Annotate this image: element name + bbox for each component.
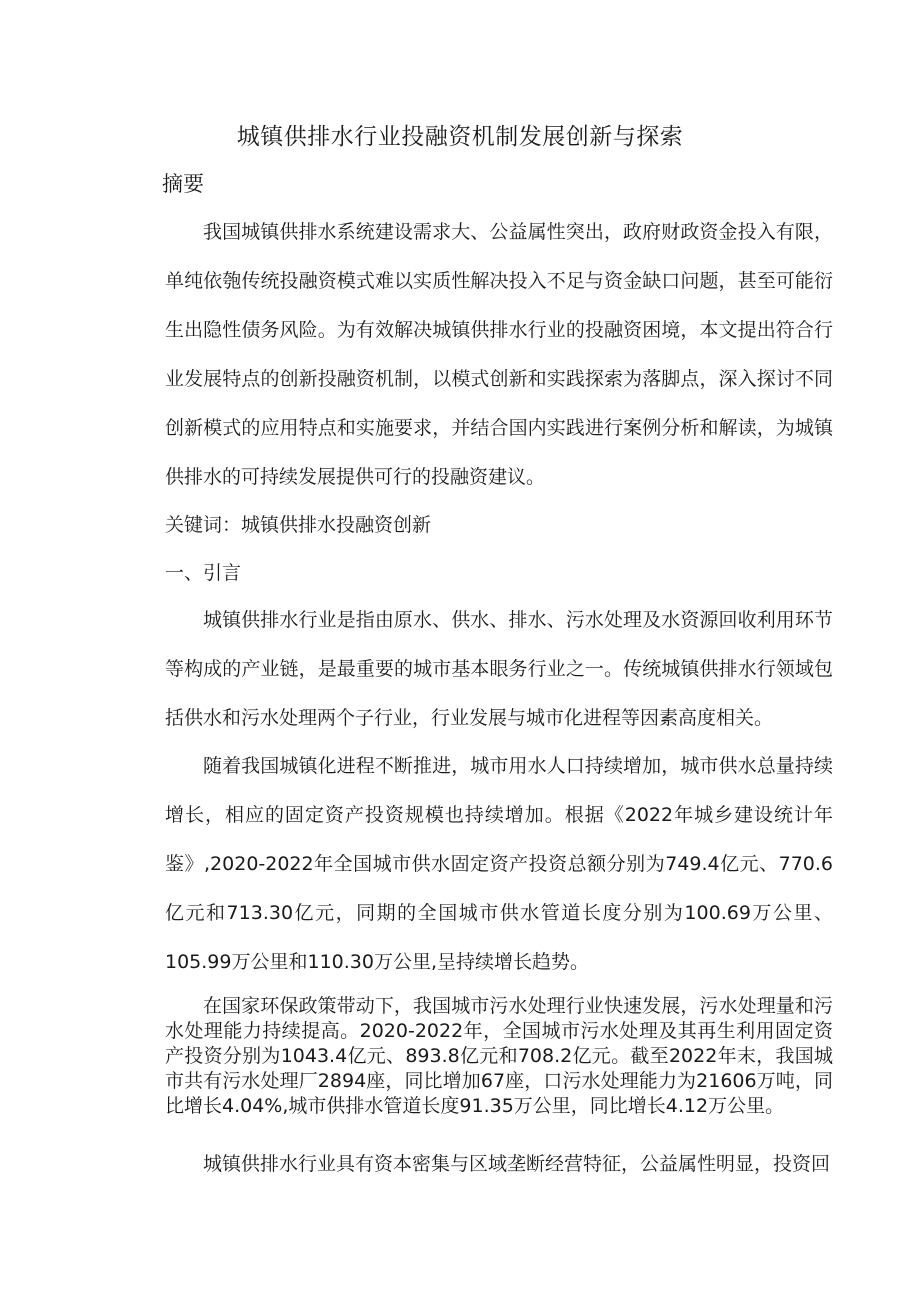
body-paragraph-4: 城镇供排水行业具有资本密集与区域垄断经营特征，公益属性明显，投资回 bbox=[203, 1153, 831, 1175]
abstract-heading: 摘要 bbox=[162, 172, 204, 196]
body-paragraph-1: 城镇供排水行业是指由原水、供水、排水、污水处理及水资源回收利用环节等构成的产业链，是最重要的城市基本眼务行业之一。传统城镇供排水行领域包括供水和污水处理两个子行业，行业发展与城市化进程等因素高度相关。 bbox=[165, 609, 833, 729]
keywords-line: 关键词：城镇供排水投融资创新 bbox=[165, 514, 432, 536]
body-paragraph-2: 随着我国城镇化进程不断推进，城市用水人口持续增加，城市供水总量持续增长，相应的固定资产投资规模也持续增加。根据《2022年城乡建设统计年鉴》,2020-2022年全国城市供水固定资产投资总额分别为749.4亿元、770.6亿元和713.30亿元，同期的全国城市供水管道长度分别为100.69万公里、105.99万公里和110.30万公里,呈持续增长趋势。 bbox=[165, 755, 833, 973]
section-heading-introduction: 一、引言 bbox=[165, 562, 242, 584]
document-title: 城镇供排水行业投融资机制发展创新与探索 bbox=[236, 124, 684, 150]
abstract-paragraph: 我国城镇供排水系统建设需求大、公益属性突出，政府财政资金投入有限，单纯依匏传统投融资模式难以实质性解决投入不足与资金缺口问题，甚至可能衍生出隐性债务风险。为有效解决城镇供排水行业的投融资困境，本文提出符合行业发展特点的创新投融资机制，以模式创新和实践探索为落脚点，深入探讨不同创新模式的应用特点和实施要求，并结合国内实践进行案例分析和解读，为城镇供排水的可持续发展提供可行的投融资建议。 bbox=[165, 221, 833, 488]
body-paragraph-3: 在国家环保政策带动下，我国城市污水处理行业快速发展，污水处理量和污水处理能力持续提高。2020-2022年，全国城市污水处理及其再生利用固定资产投资分别为1043.4亿元、893.8亿元和708.2亿元。截至2022年末，我国城市共有污水处理厂2894座，同比增加67座，口污水处理能力为21606万吨，同比增长4.04%,城市供排水管道长度91.35万公里，同比增长4.12万公里。 bbox=[165, 995, 833, 1117]
